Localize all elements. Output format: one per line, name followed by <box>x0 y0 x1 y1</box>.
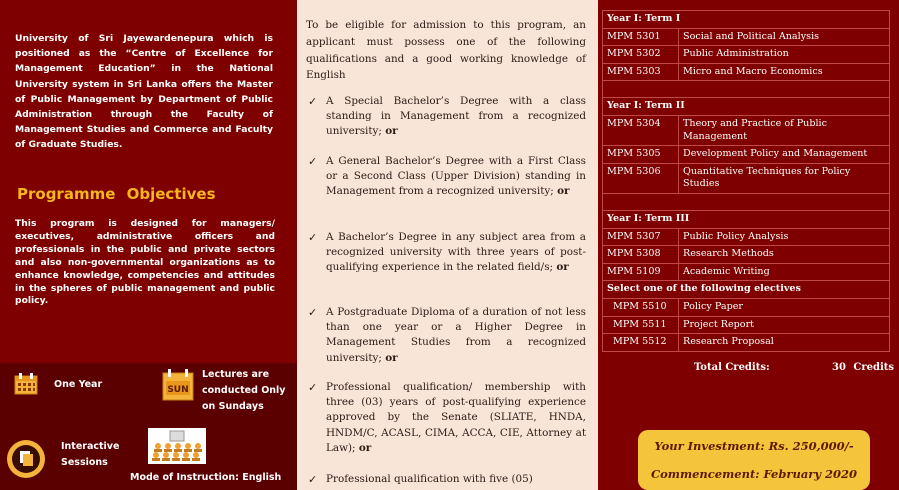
curriculum-table <box>602 10 890 352</box>
requirement-item: ✓ Professional qualification/ membership with three (03) years of post-qualifying experience approved by the Senate (SLIATE, HNDA, HNDM/C, ACASL, CIMA, ACCA, CIE, Attorney at Law); or <box>308 381 586 454</box>
table-row: MPM 5512 Research Proposal <box>603 334 890 352</box>
requirement-item: ✓ A Bachelor’s Degree in any subject area from a recognized university with three years of post-qualifying experience in the related field/s; or <box>308 231 586 274</box>
term-header: Year I: Term III <box>603 210 890 228</box>
duration-label: One Year <box>54 379 103 390</box>
checkmark-icon: ✓ <box>308 473 318 486</box>
objectives-text: This program is designed for managers/ executives, administrative officers and professionals in the public and private sectors and also non-governmental organizations as to enhance knowledge, competencies and attitudes in the spheres of public management and public policy. <box>15 218 275 307</box>
table-row: MPM 5303 Micro and Macro Economics <box>603 63 890 81</box>
classroom-image <box>148 428 206 468</box>
table-row: MPM 5308 Research Methods <box>603 246 890 264</box>
investment-text: Your Investment: Rs. 250,000/- <box>654 439 854 453</box>
investment-box <box>638 430 870 490</box>
table-row: MPM 5511 Project Report <box>603 316 890 334</box>
table-row: MPM 5510 Policy Paper <box>603 298 890 316</box>
table-row: MPM 5306 Quantitative Techniques for Policy Studies <box>603 163 890 193</box>
sunday-calendar-icon <box>162 369 194 405</box>
requirement-item: ✓ A General Bachelor’s Degree with a First Class or a Second Class (Upper Division) standing in Management from a recognized university; or <box>308 155 586 198</box>
eligibility-lead: To be eligible for admission to this program, an applicant must possess one of the following qualifications and a good working knowledge of English <box>306 19 586 82</box>
intro-text: University of Sri Jayewardenepura which is positioned as the “Centre of Excellence for Management Education” in the National University system in Sri Lanka offers the Master of Public Management by Department of Public Administration through the Faculty of Management Studies and Commerce and Faculty of Graduate Studies. <box>15 33 273 151</box>
objectives-title: Programme Objectives <box>17 185 216 203</box>
calendar-icon <box>14 373 38 399</box>
checkmark-icon: ✓ <box>308 155 318 168</box>
checkmark-icon: ✓ <box>308 381 318 394</box>
checkmark-icon: ✓ <box>308 306 318 319</box>
term-header: Year I: Term I <box>603 11 890 29</box>
sun-label: SUN <box>167 385 189 395</box>
medium-label: Mode of Instruction: English <box>130 472 282 483</box>
table-row: MPM 5302 Public Administration <box>603 46 890 64</box>
requirement-item: ✓ A Special Bachelor’s Degree with a class standing in Management from a recognized university; or <box>308 95 586 138</box>
term-header: Year I: Term II <box>603 98 890 116</box>
total-credits-label: Total Credits: <box>694 362 770 373</box>
curriculum-panel <box>598 0 899 490</box>
table-row: MPM 5305 Development Policy and Management <box>603 146 890 164</box>
interactive-label: Interactive Sessions <box>61 441 120 468</box>
left-panel <box>0 0 297 490</box>
electives-header: Select one of the following electives <box>603 281 890 299</box>
table-row: MPM 5301 Social and Political Analysis <box>603 28 890 46</box>
commencement-text: Commencement: February 2020 <box>650 467 858 481</box>
eligibility-panel <box>297 0 598 490</box>
table-row: MPM 5304 Theory and Practice of Public Management <box>603 115 890 145</box>
total-credits-value: 30 Credits <box>832 362 895 373</box>
checkmark-icon: ✓ <box>308 231 318 244</box>
requirement-item: ✓ A Postgraduate Diploma of a duration of not less than one year or a Higher Degree in Management Studies from a recognized university; or <box>308 306 586 364</box>
requirement-item: ✓ Professional qualification with five (05) <box>308 473 533 486</box>
interactive-sessions-icon <box>6 439 46 483</box>
lectures-label: Lectures are conducted Only on Sundays <box>202 369 286 412</box>
table-row: MPM 5307 Public Policy Analysis <box>603 228 890 246</box>
table-row: MPM 5109 Academic Writing <box>603 263 890 281</box>
checkmark-icon: ✓ <box>308 95 318 108</box>
features-panel <box>0 363 297 490</box>
